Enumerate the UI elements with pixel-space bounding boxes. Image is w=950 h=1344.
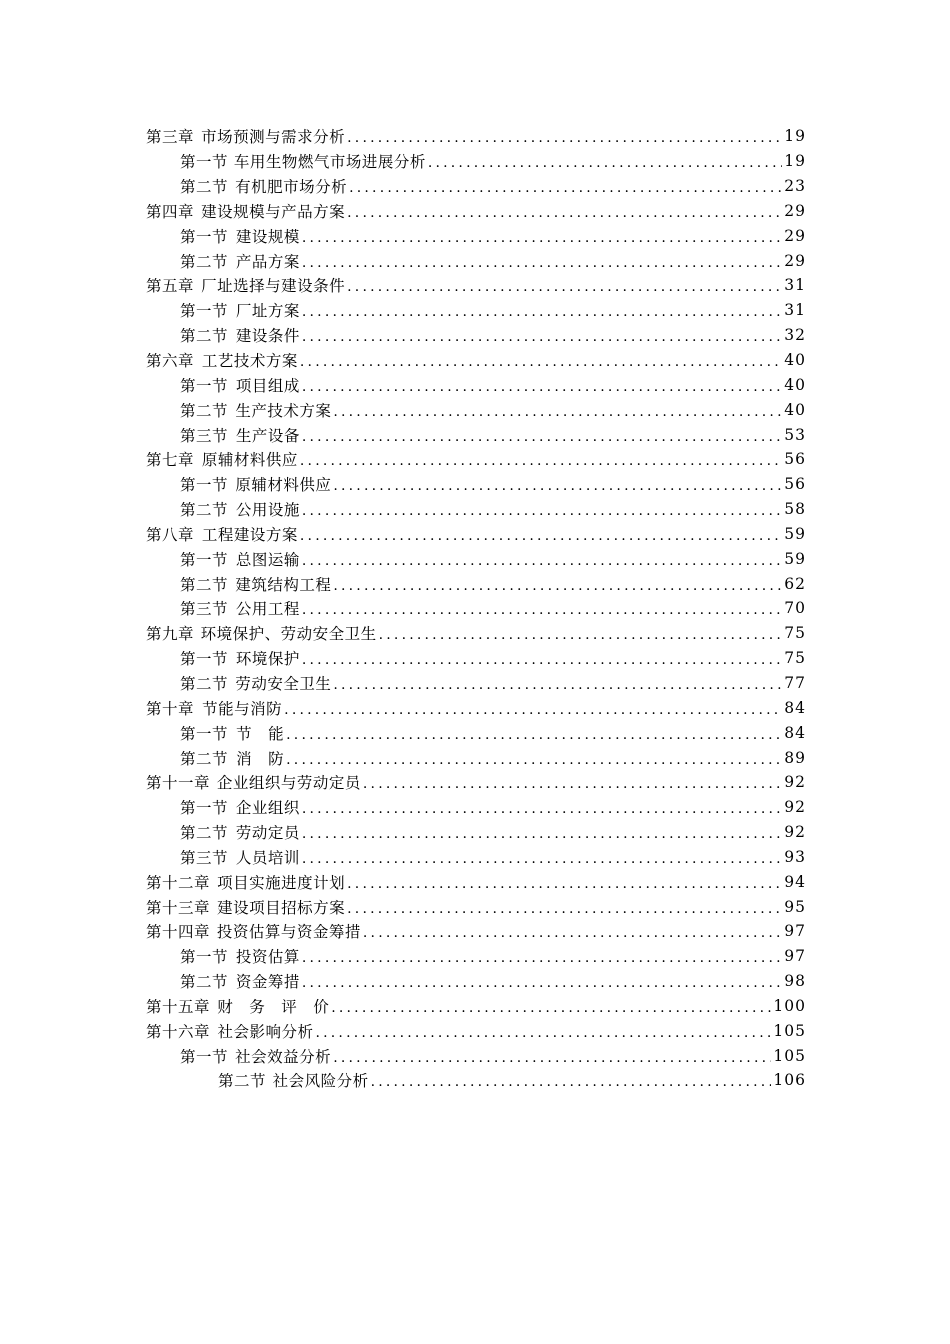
toc-dot-leader	[284, 703, 782, 717]
toc-dot-leader	[302, 802, 782, 816]
toc-page-number: 105	[773, 1046, 806, 1065]
toc-entry-label: 第五章	[146, 277, 195, 296]
toc-entry-title: 投资估算	[235, 948, 300, 967]
toc-page-number: 95	[784, 897, 806, 916]
toc-page-number: 53	[784, 425, 806, 444]
toc-section-entry[interactable]	[0, 646, 806, 671]
toc-page-number: 19	[784, 152, 806, 171]
toc-dot-leader	[333, 579, 782, 593]
toc-entry-title: 社会风险分析	[272, 1072, 369, 1091]
toc-page-number: 75	[784, 624, 806, 643]
toc-dot-leader	[347, 902, 782, 916]
toc-dot-leader	[347, 206, 782, 220]
toc-section-entry[interactable]	[0, 844, 806, 869]
toc-entry-label: 第十二章	[146, 873, 211, 892]
toc-chapter-entry[interactable]	[0, 124, 806, 149]
toc-chapter-entry[interactable]	[0, 348, 806, 373]
toc-dot-leader	[363, 926, 782, 940]
toc-page-number: 105	[773, 1021, 806, 1040]
toc-dot-leader	[379, 628, 783, 642]
toc-page-number: 93	[784, 847, 806, 866]
toc-dot-leader	[333, 1051, 771, 1065]
toc-dot-leader	[331, 1001, 771, 1015]
toc-entry-label: 第二节	[180, 252, 229, 271]
toc-entry-label: 第十五章	[146, 997, 211, 1016]
toc-dot-leader	[315, 1026, 771, 1040]
toc-entry-title: 产品方案	[235, 252, 300, 271]
toc-entry-title: 厂址方案	[235, 302, 300, 321]
toc-entry-title: 工艺技术方案	[201, 352, 298, 371]
toc-section-entry[interactable]	[0, 720, 806, 745]
toc-entry-label: 第十章	[146, 699, 195, 718]
toc-entry-title: 人员培训	[235, 848, 300, 867]
toc-chapter-entry[interactable]	[0, 770, 806, 795]
toc-section-entry[interactable]	[0, 546, 806, 571]
toc-dot-leader	[347, 877, 782, 891]
toc-entry-title: 公用工程	[235, 600, 300, 619]
toc-entry-title: 企业组织与劳动定员	[216, 774, 361, 793]
toc-entry-title: 车用生物燃气市场进展分析	[233, 153, 426, 172]
toc-page-number: 106	[773, 1071, 806, 1090]
toc-entry-title: 总图运输	[235, 550, 300, 569]
toc-entry-label: 第二节	[180, 824, 229, 843]
toc-dot-leader	[302, 827, 782, 841]
toc-section-entry[interactable]	[0, 323, 806, 348]
toc-page-number: 77	[784, 673, 806, 692]
toc-entry-label: 第四章	[146, 202, 195, 221]
toc-entry-label: 第十一章	[146, 774, 211, 793]
toc-section-entry[interactable]	[0, 149, 806, 174]
toc-chapter-entry[interactable]	[0, 1018, 806, 1043]
toc-section-entry[interactable]	[0, 1043, 806, 1068]
toc-section-entry[interactable]	[0, 1068, 806, 1093]
toc-entry-title: 市场预测与需求分析	[201, 128, 346, 147]
toc-entry-label: 第一节	[180, 376, 229, 395]
toc-dot-leader	[302, 603, 782, 617]
toc-dot-leader	[302, 305, 782, 319]
toc-entry-label: 第十四章	[146, 923, 211, 942]
toc-page-number: 29	[784, 226, 806, 245]
toc-section-entry[interactable]	[0, 497, 806, 522]
toc-section-entry[interactable]	[0, 671, 806, 696]
toc-page-number: 62	[784, 574, 806, 593]
toc-entry-title: 财 务 评 价	[217, 997, 330, 1016]
toc-entry-label: 第二节	[180, 973, 229, 992]
toc-entry-label: 第一节	[180, 799, 229, 818]
toc-page-number: 70	[784, 599, 806, 618]
toc-page-number: 56	[784, 450, 806, 469]
toc-entry-label: 第二节	[180, 674, 229, 693]
toc-dot-leader	[333, 479, 782, 493]
toc-dot-leader	[302, 330, 782, 344]
toc-page-number: 56	[784, 475, 806, 494]
toc-section-entry[interactable]	[0, 596, 806, 621]
toc-entry-label: 第一节	[180, 227, 229, 246]
toc-page-number: 97	[784, 947, 806, 966]
toc-page-number: 84	[784, 723, 806, 742]
toc-entry-title: 公用设施	[235, 501, 300, 520]
toc-entry-title: 社会影响分析	[217, 1022, 314, 1041]
toc-entry-title: 工程建设方案	[201, 525, 298, 544]
toc-chapter-entry[interactable]	[0, 994, 806, 1019]
toc-dot-leader	[428, 156, 782, 170]
toc-page-number: 94	[784, 872, 806, 891]
toc-chapter-entry[interactable]	[0, 894, 806, 919]
toc-dot-leader	[300, 529, 782, 543]
toc-chapter-entry[interactable]	[0, 447, 806, 472]
toc-entry-title: 建设规模	[235, 227, 300, 246]
toc-entry-title: 投资估算与资金筹措	[216, 923, 361, 942]
toc-dot-leader	[333, 405, 782, 419]
toc-entry-label: 第一节	[180, 948, 229, 967]
toc-entry-label: 第二节	[180, 749, 229, 768]
toc-dot-leader	[302, 256, 782, 270]
toc-dot-leader	[363, 777, 782, 791]
toc-section-entry[interactable]	[0, 820, 806, 845]
toc-entry-title: 建设项目招标方案	[217, 898, 346, 917]
toc-entry-label: 第二节	[180, 327, 229, 346]
toc-entry-title: 建设规模与产品方案	[201, 202, 346, 221]
toc-page-number: 29	[784, 201, 806, 220]
toc-entry-title: 消 防	[236, 749, 285, 768]
toc-chapter-entry[interactable]	[0, 199, 806, 224]
toc-dot-leader	[302, 976, 782, 990]
toc-entry-label: 第一节	[180, 650, 229, 669]
toc-entry-label: 第一节	[180, 1047, 229, 1066]
toc-dot-leader	[333, 678, 782, 692]
toc-entry-label: 第九章	[146, 625, 195, 644]
toc-dot-leader	[371, 1075, 772, 1089]
toc-section-entry[interactable]	[0, 745, 806, 770]
toc-dot-leader	[302, 951, 782, 965]
toc-page-number: 59	[784, 524, 806, 543]
toc-dot-leader	[347, 280, 782, 294]
toc-entry-title: 建筑结构工程	[235, 575, 332, 594]
toc-dot-leader	[302, 231, 782, 245]
toc-entry-label: 第二节	[180, 501, 229, 520]
toc-entry-label: 第八章	[146, 525, 195, 544]
toc-page-number: 31	[784, 301, 806, 320]
toc-entry-title: 生产技术方案	[235, 401, 332, 420]
toc-entry-label: 第三节	[180, 600, 229, 619]
toc-entry-label: 第一节	[180, 724, 229, 743]
toc-section-entry[interactable]	[0, 248, 806, 273]
toc-entry-label: 第二节	[180, 401, 229, 420]
toc-dot-leader	[349, 181, 782, 195]
toc-entry-label: 第二节	[180, 575, 229, 594]
toc-dot-leader	[302, 554, 782, 568]
toc-page-number: 40	[784, 375, 806, 394]
toc-dot-leader	[300, 454, 782, 468]
toc-page-number: 40	[784, 400, 806, 419]
toc-entry-title: 劳动安全卫生	[235, 674, 332, 693]
toc-section-entry[interactable]	[0, 422, 806, 447]
toc-entry-label: 第一节	[180, 302, 229, 321]
toc-page-number: 84	[784, 698, 806, 717]
toc-entry-title: 建设条件	[235, 327, 300, 346]
toc-entry-title: 项目组成	[235, 376, 300, 395]
toc-page-number: 32	[784, 326, 806, 345]
toc-dot-leader	[286, 728, 782, 742]
toc-dot-leader	[302, 653, 782, 667]
toc-dot-leader	[302, 852, 782, 866]
toc-chapter-entry[interactable]	[0, 522, 806, 547]
table-of-contents	[0, 124, 950, 1093]
toc-dot-leader	[347, 131, 782, 145]
toc-page-number: 19	[784, 127, 806, 146]
toc-page-number: 92	[784, 773, 806, 792]
toc-entry-title: 原辅材料供应	[235, 476, 332, 495]
toc-page-number: 31	[784, 276, 806, 295]
toc-entry-title: 有机肥市场分析	[235, 178, 348, 197]
toc-page-number: 98	[784, 972, 806, 991]
toc-entry-title: 项目实施进度计划	[217, 873, 346, 892]
toc-chapter-entry[interactable]	[0, 621, 806, 646]
toc-entry-title: 资金筹措	[235, 973, 300, 992]
toc-page-number: 92	[784, 823, 806, 842]
toc-page-number: 100	[773, 996, 806, 1015]
toc-entry-label: 第一节	[180, 153, 229, 172]
toc-section-entry[interactable]	[0, 969, 806, 994]
toc-page-number: 89	[784, 748, 806, 767]
toc-entry-title: 环境保护、劳动安全卫生	[200, 625, 377, 644]
toc-entry-label: 第十三章	[146, 898, 211, 917]
toc-page-number: 23	[784, 177, 806, 196]
toc-page-number: 92	[784, 798, 806, 817]
toc-chapter-entry[interactable]	[0, 869, 806, 894]
toc-section-entry[interactable]	[0, 174, 806, 199]
toc-entry-label: 第十六章	[146, 1022, 211, 1041]
toc-section-entry[interactable]	[0, 298, 806, 323]
toc-section-entry[interactable]	[0, 472, 806, 497]
toc-entry-title: 环境保护	[235, 650, 300, 669]
toc-entry-title: 生产设备	[235, 426, 300, 445]
toc-page-number: 97	[784, 922, 806, 941]
toc-page-number: 59	[784, 549, 806, 568]
toc-entry-label: 第六章	[146, 352, 195, 371]
toc-entry-label: 第一节	[180, 476, 229, 495]
toc-page-number: 29	[784, 251, 806, 270]
toc-entry-label: 第二节	[180, 178, 229, 197]
toc-section-entry[interactable]	[0, 944, 806, 969]
toc-section-entry[interactable]	[0, 223, 806, 248]
toc-chapter-entry[interactable]	[0, 273, 806, 298]
toc-entry-label: 第七章	[146, 451, 195, 470]
toc-entry-title: 节能与消防	[202, 699, 283, 718]
toc-page-number: 75	[784, 649, 806, 668]
toc-entry-title: 厂址选择与建设条件	[201, 277, 346, 296]
toc-entry-label: 第三节	[180, 848, 229, 867]
toc-dot-leader	[286, 753, 782, 767]
toc-section-entry[interactable]	[0, 571, 806, 596]
toc-dot-leader	[302, 430, 782, 444]
toc-entry-label: 第二节	[218, 1072, 267, 1091]
toc-dot-leader	[302, 504, 782, 518]
toc-entry-label: 第一节	[180, 550, 229, 569]
toc-entry-label: 第三节	[180, 426, 229, 445]
toc-entry-title: 节 能	[236, 724, 285, 743]
toc-chapter-entry[interactable]	[0, 695, 806, 720]
toc-chapter-entry[interactable]	[0, 919, 806, 944]
toc-entry-title: 社会效益分析	[235, 1047, 332, 1066]
toc-entry-title: 原辅材料供应	[201, 451, 298, 470]
toc-section-entry[interactable]	[0, 397, 806, 422]
toc-page-number: 58	[784, 500, 806, 519]
toc-section-entry[interactable]	[0, 372, 806, 397]
toc-dot-leader	[302, 380, 782, 394]
toc-page-number: 40	[784, 351, 806, 370]
toc-dot-leader	[300, 355, 782, 369]
toc-section-entry[interactable]	[0, 795, 806, 820]
toc-entry-title: 劳动定员	[235, 824, 300, 843]
toc-entry-title: 企业组织	[235, 799, 300, 818]
toc-entry-label: 第三章	[146, 128, 195, 147]
